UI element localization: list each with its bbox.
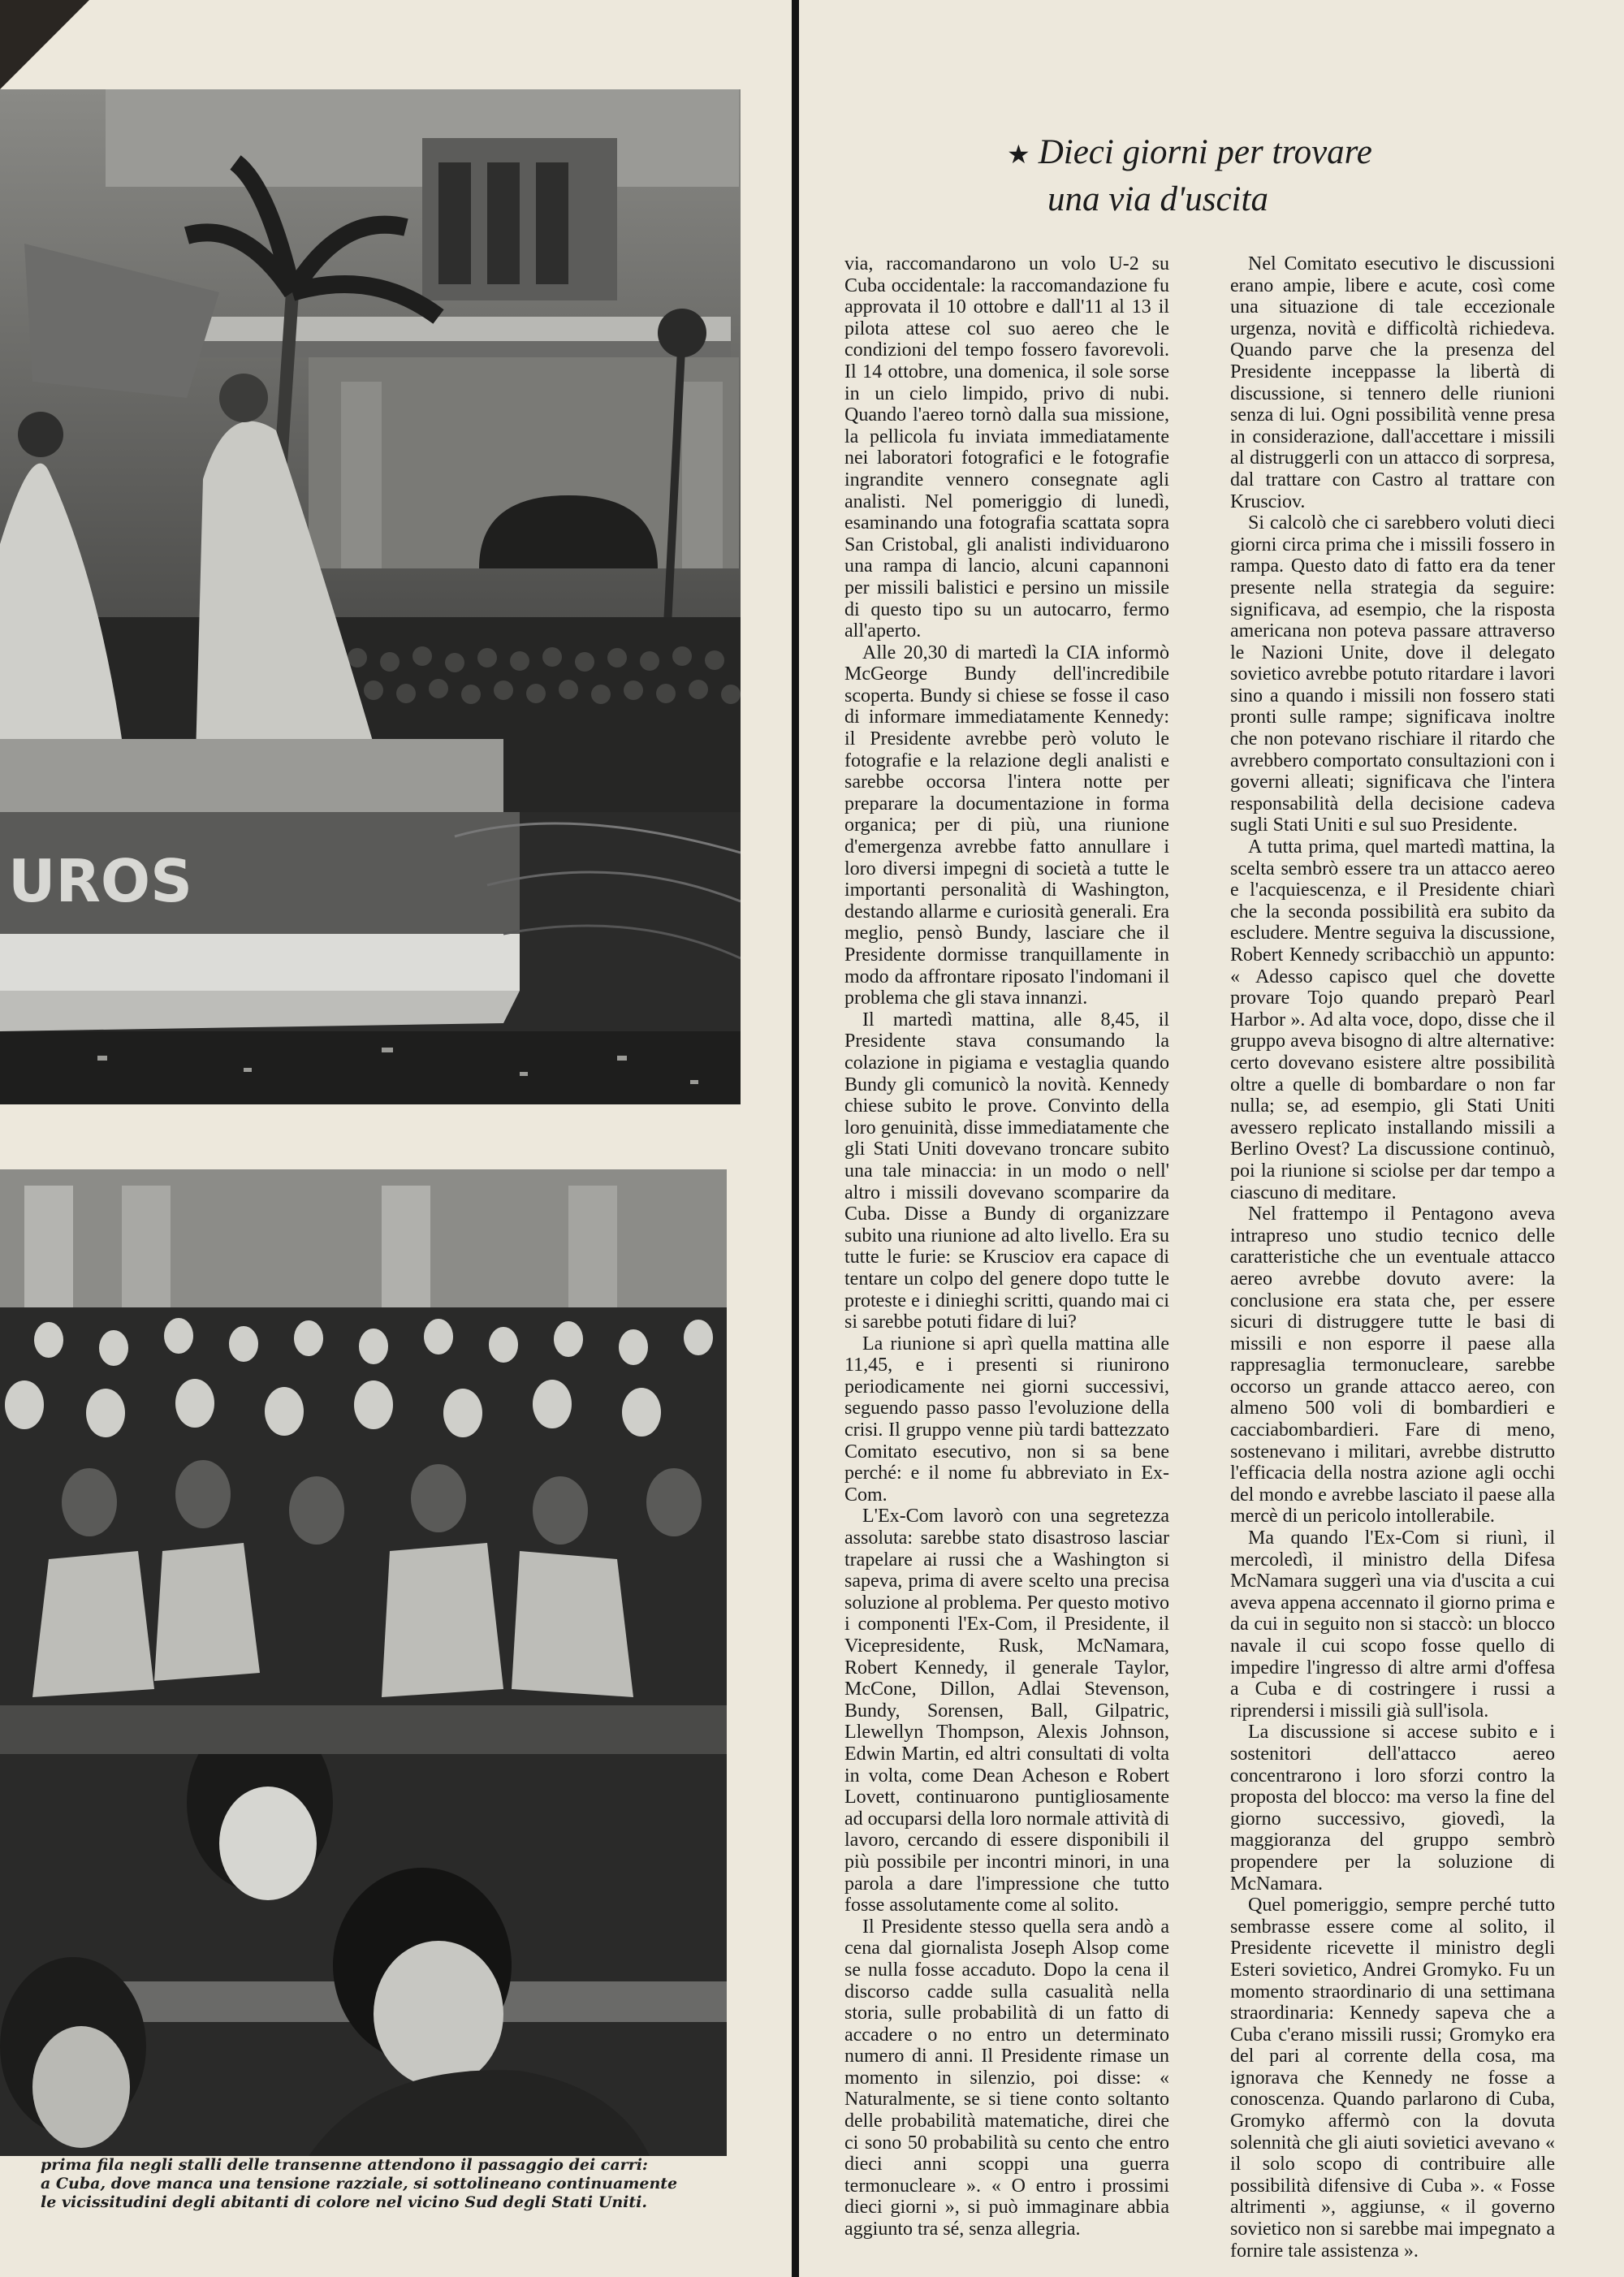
paragraph: Alle 20,30 di martedì la CIA informò McGeorge Bundy dell'incredibile scoperta. Bundy si chiese se fosse il caso di informare immediatamente Kennedy: il Presidente avrebbe però voluto le fotografie e la relazione degli analisti e sarebbe occorsa l'intera notte per preparare la documentazione in forma organica; per di più, una riunione d'emergenza avrebbe fatto annullare i loro diversi impegni di società a tutte le importanti personalità di Washington, destando allarme e curiosità generali. Era meglio, pensò Bundy, lasciare che il Presidente dormisse tranquillamente in modo da affrontare riposato l'indomani il problema che gli stava innanzi. (844, 642, 1169, 1009)
title-line-2: una via d'uscita (1047, 180, 1268, 218)
caption-line: prima fila negli stalli delle transenne attendono il passaggio dei carri: (41, 2156, 648, 2174)
caption-line: le vicissitudini degli abitanti di colore nel vicino Sud degli Stati Uniti. (41, 2193, 647, 2211)
float-sign-text: UROS (8, 847, 192, 915)
paragraph: Nel Comitato esecutivo le discussioni erano ampie, libere e acute, così come una situazione di tale eccezionale urgenza, novità e difficoltà richiedeva. Quando parve che la presenza del Presidente inceppasse la libertà di discussione, si tennero delle riunioni senza di lui. Ogni possibilità venne presa in considerazione, dall'accettare i missili al distruggerli con un attacco di sorpresa, dal trattare con Castro al trattare con Krusciov. (1230, 253, 1555, 512)
article-column-1 (844, 253, 1169, 2239)
photo-carnival-float (0, 89, 741, 1104)
paragraph: Il Presidente stesso quella sera andò a cena dal giornalista Joseph Alsop come se nulla fosse accaduto. Dopo la cena il discorso cadde sulla casualità nella storia, sulle probabilità di un fatto di accadere o no entro un determinato numero di anni. Il Presidente rimase un momento in silenzio, poi disse: « Naturalmente, se si tiene conto soltanto delle probabilità matematiche, direi che ci sono 50 probabilità su cento che entro dieci anni scoppi una guerra termonucleare ». « O entro i prossimi dieci giorni », si può immaginare abbia aggiunto tra sé, senza allegria. (844, 1916, 1169, 2239)
paragraph: Quel pomeriggio, sempre perché tutto sembrasse essere come al solito, il Presidente ricevette il ministro degli Esteri sovietico, Andrei Gromyko. Fu un momento straordinario di una settimana straordinaria: Kennedy sapeva che a Cuba c'erano missili russi; Gromyko era del pari al corrente della cosa, ma ignorava che Kennedy ne fosse a conoscenza. Quando parlarono di Cuba, Gromyko affermò con la dovuta solennità che gli aiuti sovietici avevano « il solo scopo di contribuire alle possibilità difensive di Cuba ». « Fosse altrimenti », aggiunse, « il governo sovietico non si sarebbe mai impegnato a fornire tale assistenza ». (1230, 1895, 1555, 2262)
title-line-1: Dieci giorni per trovare (1038, 133, 1372, 171)
paragraph: Nel frattempo il Pentagono aveva intrapreso uno studio tecnico delle caratteristiche che un eventuale attacco aereo avrebbe dovuto avere: la conclusione era stata che, per essere sicuri di distruggere tutte le basi di missili e non esporre il paese alla rappresaglia termonucleare, sarebbe occorso un grande attacco aereo, con almeno 500 voli di bombardieri e cacciabombardieri. Fare di meno, sostenevano i militari, avrebbe distrutto l'efficacia della nostra azione agli occhi del mondo e avrebbe lasciato il paese alla mercè di un pericolo intollerabile. (1230, 1203, 1555, 1527)
paragraph: Il martedì mattina, alle 8,45, il Presidente stava consumando la colazione in pigiama e vestaglia quando Bundy gli comunicò la novità. Kennedy chiese subito le prove. Convinto della loro genuinità, disse immediatamente che gli Stati Uniti dovevano troncare subito una tale minaccia: in un modo o nell' altro i missili dovevano scomparire da Cuba. Disse a Bundy di organizzare subito una riunione ad alto livello. Era su tutte le furie: se Krusciov era capace di tentare un colpo del genere dopo tutte le proteste e i dinieghi scritti, quando mai ci si sarebbe potuti fidare di lui? (844, 1009, 1169, 1333)
article-column-2 (1230, 253, 1555, 2263)
paragraph: La riunione si aprì quella mattina alle 11,45, e i presenti si riunirono periodicamente nei giorni successivi, seguendo passo passo l'evoluzione della crisi. Il gruppo venne più tardi battezzato Comitato esecutivo, non si sa bene perché: e il nome fu abbreviato in Ex-Com. (844, 1333, 1169, 1506)
photo-caption (41, 2156, 739, 2212)
caption-line: a Cuba, dove manca una tensione razziale, si sottolineano continuamente (41, 2175, 678, 2193)
torn-corner (0, 0, 89, 89)
paragraph: La discussione si accese subito e i sostenitori dell'attacco aereo concentrarono i loro sforzi contro la proposta del blocco: ma verso la fine del giorno successivo, giovedì, la maggioranza del gruppo sembrò propendere per la soluzione di McNamara. (1230, 1722, 1555, 1895)
paragraph: Si calcolò che ci sarebbero voluti dieci giorni circa prima che i missili fossero in rampa. Questo dato di fatto era da tener presente nella strategia da seguire: significava, ad esempio, che la risposta americana non poteva passare attraverso le Nazioni Unite, dove il delegato sovietico avrebbe potuto ritardare i lavori sino a quando i missili non fossero stati pronti sulle rampe; significava inoltre che non potevano rischiare il ritardo che avrebbero comportato consultazioni con i governi alleati; significava che l'intera responsabilità della decisione cadeva sugli Stati Uniti e sul suo Presidente. (1230, 512, 1555, 836)
paragraph: via, raccomandarono un volo U-2 su Cuba occidentale: la raccomandazione fu approvata il 10 ottobre e dall'11 al 13 il pilota attese col suo aereo che le condizioni del tempo fossero favorevoli. Il 14 ottobre, una domenica, il sole sorse in un cielo limpido, privo di nubi. Quando l'aereo tornò dalla sua missione, la pellicola fu inviata immediatamente nei laboratori fotografici e le fotografie ingrandite vennero consegnate agli analisti. Nel pomeriggio di lunedì, esaminando una fotografia scattata sopra San Cristobal, gli analisti individuarono una rampa di lancio, alcuni capannoni per missili balistici e persino un missile di questo tipo su un autocarro, fermo all'aperto. (844, 253, 1169, 642)
paragraph: Ma quando l'Ex-Com si riunì, il mercoledì, il ministro della Difesa McNamara suggerì una via d'uscita a cui aveva appena accennato il giorno prima e da cui in seguito non si staccò: un blocco navale il cui scopo fosse quello di impedire l'ingresso di altre armi d'offesa a Cuba e di costringere i russi a riprendersi i missili già sull'isola. (1230, 1527, 1555, 1722)
photo-seated-crowd (0, 1169, 727, 2156)
article-title (1007, 130, 1462, 223)
paragraph: L'Ex-Com lavorò con una segretezza assoluta: sarebbe stato disastroso lasciar trapelare ai russi che a Washington si sapeva, prima di avere scelto una precisa soluzione al problema. Per questo motivo i componenti l'Ex-Com, il Presidente, il Vicepresidente, Rusk, McNamara, Robert Kennedy, il generale Taylor, McCone, Dillon, Adlai Stevenson, Bundy, Sorensen, Ball, Gilpatric, Llewellyn Thompson, Alexis Johnson, Edwin Martin, ed altri consultati di volta in volta, come Dean Acheson e Robert Lovett, continuarono puntigliosamente ad occuparsi della loro normale attività di lavoro, cercando di essere disponibili il più possibile per incontri minori, in una parola a dare l'impressione che tutto fosse assolutamente come al solito. (844, 1506, 1169, 1916)
star-icon: ★ (1007, 140, 1030, 169)
paragraph: A tutta prima, quel martedì mattina, la scelta sembrò essere tra un attacco aereo e l'acquiescenza, e il Presidente chiarì che la seconda possibilità era subito da escludere. Mentre seguiva la discussione, Robert Kennedy scribacchiò un appunto: « Adesso capisco quel che dovette provare Tojo quando preparò Pearl Harbor ». Ad alta voce, dopo, disse che il gruppo aveva bisogno di altre alternative: certo dovevano esistere altre possibilità oltre a quelle di bombardare o non far nulla; se, ad esempio, gli Stati Uniti avessero replicato installando missili a Berlino Ovest? La discussione continuò, poi la riunione si sciolse per dar tempo a ciascuno di meditare. (1230, 836, 1555, 1203)
column-divider (792, 0, 799, 2277)
